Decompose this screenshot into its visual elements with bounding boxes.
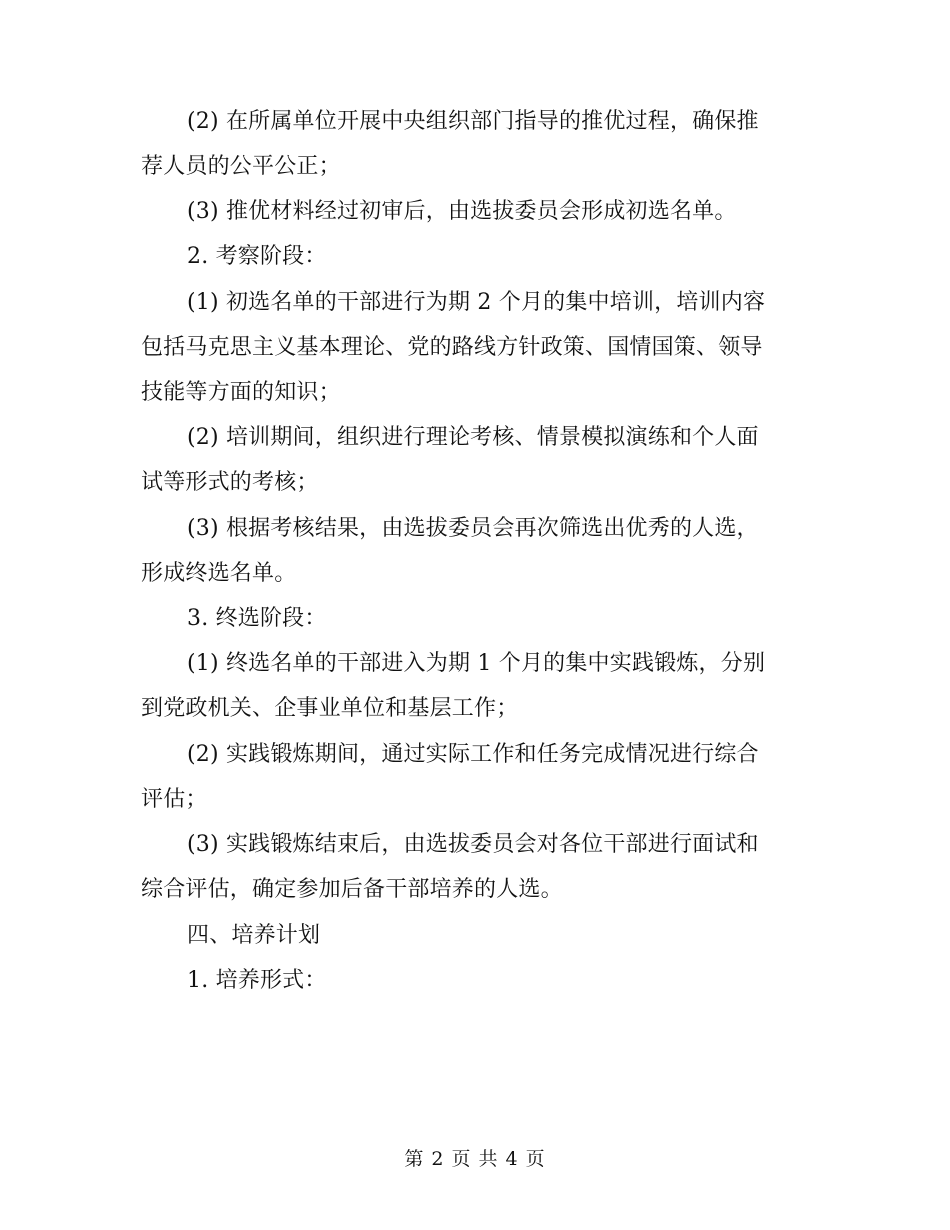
text-line: (3) 推优材料经过初审后，由选拔委员会形成初选名单。 — [187, 199, 737, 224]
text-line: 包括马克思主义基本理论、党的路线方针政策、国情国策、领导 — [141, 335, 763, 360]
text-line: (1) 初选名单的干部进行为期 2 个月的集中培训，培训内容 — [187, 290, 766, 315]
text-line: (2) 实践锻炼期间，通过实际工作和任务完成情况进行综合 — [187, 742, 759, 767]
text-line: (1) 终选名单的干部进入为期 1 个月的集中实践锻炼，分别 — [187, 651, 766, 676]
section-heading: 2. 考察阶段： — [187, 244, 327, 269]
section-heading: 四、培养计划 — [187, 923, 321, 948]
text-line: 荐人员的公平公正； — [141, 154, 341, 179]
text-line: (3) 根据考核结果，由选拔委员会再次筛选出优秀的人选， — [187, 516, 759, 541]
text-line: 形成终选名单。 — [141, 561, 297, 586]
text-line: 技能等方面的知识； — [141, 380, 341, 405]
text-line: (2) 在所属单位开展中央组织部门指导的推优过程，确保推 — [187, 109, 759, 134]
page-footer: 第 2 页 共 4 页 — [404, 1148, 546, 1170]
section-heading: 1. 培养形式： — [187, 968, 327, 993]
text-line: 试等形式的考核； — [141, 470, 319, 495]
section-heading: 3. 终选阶段： — [187, 606, 327, 631]
text-line: (3) 实践锻炼结束后，由选拔委员会对各位干部进行面试和 — [187, 832, 759, 857]
text-line: 到党政机关、企事业单位和基层工作； — [141, 696, 519, 721]
text-line: (2) 培训期间，组织进行理论考核、情景模拟演练和个人面 — [187, 425, 759, 450]
text-line: 综合评估，确定参加后备干部培养的人选。 — [141, 877, 563, 902]
text-line: 评估； — [141, 787, 208, 812]
